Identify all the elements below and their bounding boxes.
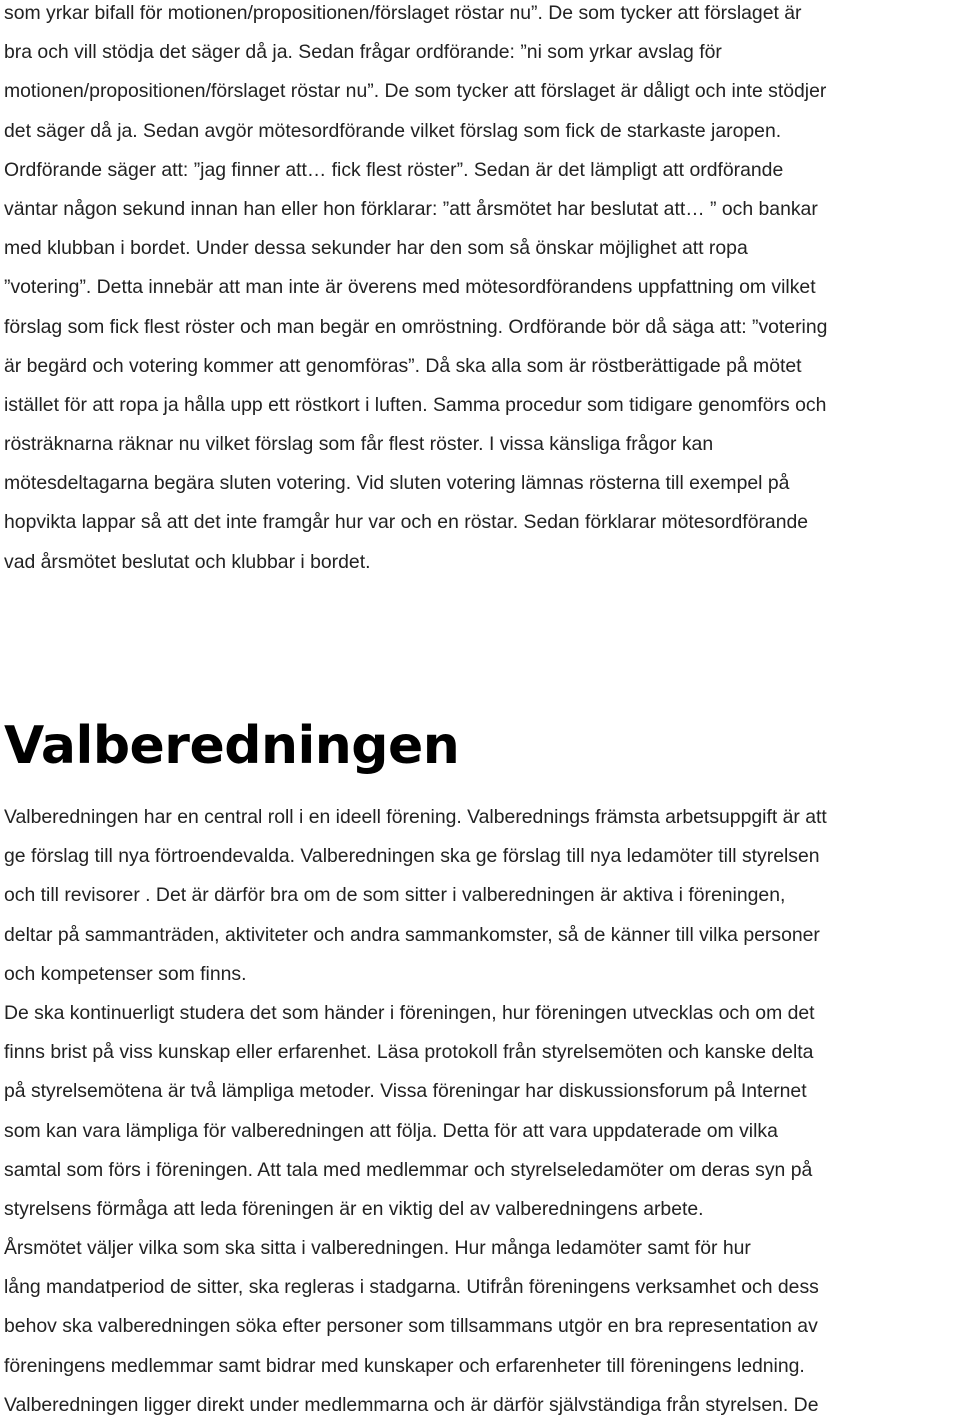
voting-procedure-paragraph — [4, 0, 827, 582]
text-line: deltar på sammanträden, aktiviteter och andra sammankomster, så de känner till vilka personer — [4, 923, 820, 946]
text-line: mötesdeltagarna begära sluten votering. Vid sluten votering lämnas rösterna till exempel på — [4, 472, 790, 495]
text-line: lång mandatperiod de sitter, ska regleras i stadgarna. Utifrån föreningens verksamhet och dess — [4, 1276, 819, 1299]
text-line: vad årsmötet beslutat och klubbar i bordet. — [4, 550, 371, 573]
text-line: Årsmötet väljer vilka som ska sitta i valberedningen. Hur många ledamöter samt för hur — [4, 1237, 751, 1260]
text-line: är begärd och votering kommer att genomföras”. Då ska alla som är röstberättigade på mötet — [4, 354, 802, 377]
text-line: och till revisorer . Det är därför bra om de som sitter i valberedningen är aktiva i föreningen, — [4, 884, 786, 907]
text-line: finns brist på viss kunskap eller erfarenhet. Läsa protokoll från styrelsemöten och kanske delta — [4, 1041, 814, 1064]
text-line: samtal som förs i föreningen. Att tala med medlemmar och styrelseledamöter om deras syn på — [4, 1158, 813, 1181]
text-line: hopvikta lappar så att det inte framgår hur var och en röstar. Sedan förklarar mötesordförande — [4, 511, 809, 534]
text-line: styrelsens förmåga att leda föreningen är en viktig del av valberedningens arbete. — [4, 1197, 704, 1220]
text-line: på styrelsemötena är två lämpliga metoder. Vissa föreningar har diskussionsforum på Internet — [4, 1080, 807, 1103]
text-line: istället för att ropa ja hålla upp ett röstkort i luften. Samma procedur som tidigare genomförs och — [4, 393, 827, 416]
text-line: ”votering”. Detta innebär att man inte är överens med mötesordförandens uppfattning om vilket — [4, 276, 816, 299]
text-line: ge förslag till nya förtroendevalda. Valberedningen ska ge förslag till nya ledamöter till styrelsen — [4, 845, 820, 868]
text-line: Valberedningen ligger direkt under medlemmarna och är därför självständiga från styrelsen. De — [4, 1393, 819, 1416]
text-line: förslag som fick flest röster och man begär en omröstning. Ordförande bör då säga att: ”votering — [4, 315, 828, 338]
text-line: motionen/propositionen/förslaget röstar nu”. De som tycker att förslaget är dåligt och inte stödjer — [4, 80, 827, 103]
text-line: De ska kontinuerligt studera det som händer i föreningen, hur föreningen utvecklas och om det — [4, 1001, 815, 1024]
text-line: Valberedningen har en central roll i en ideell förening. Valberednings främsta arbetsuppgift är att — [4, 806, 827, 828]
text-line: rösträknarna räknar nu vilket förslag som får flest röster. I vissa känsliga frågor kan — [4, 433, 714, 456]
text-line: behov ska valberedningen söka efter personer som tillsammans utgör en bra representation av — [4, 1315, 818, 1338]
text-line: som kan vara lämpliga för valberedningen att följa. Detta för att vara uppdaterade om vilka — [4, 1119, 778, 1142]
text-line: med klubban i bordet. Under dessa sekunder har den som så önskar möjlighet att ropa — [4, 237, 748, 260]
text-line: Ordförande säger att: ”jag finner att… fick flest röster”. Sedan är det lämpligt att ordförande — [4, 158, 784, 181]
text-line: bra och vill stödja det säger då ja. Sedan frågar ordförande: ”ni som yrkar avslag för — [4, 41, 722, 64]
text-line: föreningens medlemmar samt bidrar med kunskaper och erfarenheter till föreningens ledning. — [4, 1354, 805, 1377]
valberedningen-section-body — [4, 798, 827, 1425]
text-line: och kompetenser som finns. — [4, 962, 247, 985]
text-line: det säger då ja. Sedan avgör mötesordförande vilket förslag som fick de starkaste jaropen. — [4, 119, 782, 142]
text-line: som yrkar bifall för motionen/propositionen/förslaget röstar nu”. De som tycker att förslaget är — [4, 2, 802, 24]
section-heading: Valberedningen — [4, 716, 460, 776]
text-line: väntar någon sekund innan han eller hon förklarar: ”att årsmötet har beslutat att… ” och bankar — [4, 197, 818, 220]
